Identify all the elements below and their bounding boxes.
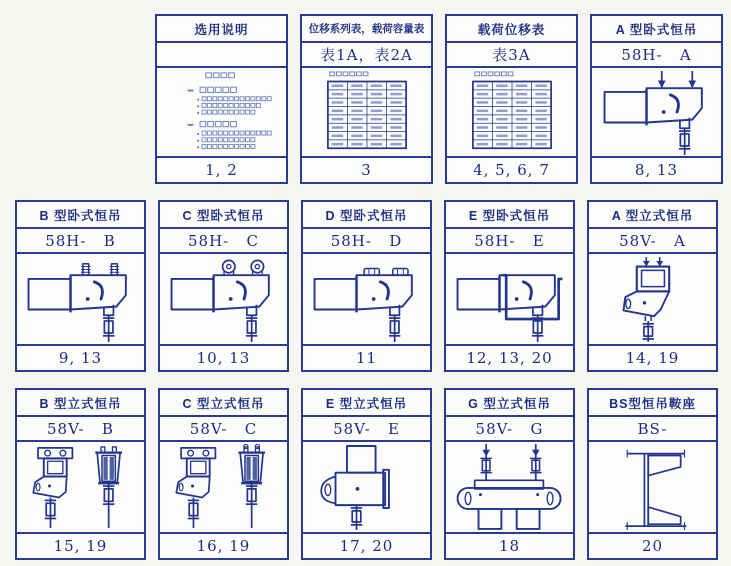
index-row-3 <box>15 388 718 560</box>
hanger-vertical-g-drawing <box>446 442 573 532</box>
card-model-code: 58H- B <box>17 229 144 254</box>
card-page-numbers: 1, 2 <box>157 156 286 182</box>
index-row-1 <box>155 14 723 184</box>
card-title: 选用说明 <box>157 16 286 43</box>
card-model-code: 58V- C <box>160 417 287 442</box>
card-page-numbers: 12, 13, 20 <box>446 344 573 370</box>
card-model-code: 58H- E <box>446 229 573 254</box>
hanger-horizontal-e-drawing <box>446 254 573 344</box>
card-58h-b <box>15 200 146 372</box>
card-58v-b <box>15 388 146 560</box>
hanger-vertical-a-drawing <box>589 254 716 344</box>
card-bs-saddle <box>587 388 718 560</box>
card-page-numbers: 16, 19 <box>160 532 287 558</box>
card-title: 载荷位移表 <box>447 16 576 43</box>
card-model-code: 58H- D <box>303 229 430 254</box>
card-page-numbers: 10, 13 <box>160 344 287 370</box>
card-model-code: BS- <box>589 417 716 442</box>
card-page-numbers: 3 <box>302 156 431 182</box>
card-model-code: 58H- A <box>592 43 721 68</box>
card-58v-c <box>158 388 289 560</box>
card-58h-d <box>301 200 432 372</box>
card-page-numbers: 11 <box>303 344 430 370</box>
card-title: BS型恒吊鞍座 <box>589 390 716 417</box>
instruction-text-drawing <box>157 68 286 156</box>
card-table-code: 表3A <box>447 43 576 68</box>
card-page-numbers: 20 <box>589 532 716 558</box>
card-58h-c <box>158 200 289 372</box>
card-displacement-series-table <box>300 14 433 184</box>
hanger-horizontal-a-drawing <box>592 68 721 156</box>
data-table-drawing <box>447 68 576 156</box>
card-page-numbers: 18 <box>446 532 573 558</box>
card-58h-e <box>444 200 575 372</box>
card-load-displacement-table <box>445 14 578 184</box>
card-title: C 型立式恒吊 <box>160 390 287 417</box>
card-title: A 型卧式恒吊 <box>592 16 721 43</box>
card-page-numbers: 9, 13 <box>17 344 144 370</box>
index-row-2 <box>15 200 718 372</box>
card-selection-notes <box>155 14 288 184</box>
card-title: A 型立式恒吊 <box>589 202 716 229</box>
card-title: B 型立式恒吊 <box>17 390 144 417</box>
hanger-horizontal-c-drawing <box>160 254 287 344</box>
card-page-numbers: 15, 19 <box>17 532 144 558</box>
data-table-drawing <box>302 68 431 156</box>
hanger-horizontal-b-drawing <box>17 254 144 344</box>
card-page-numbers: 17, 20 <box>303 532 430 558</box>
hanger-vertical-c-drawing <box>160 442 287 532</box>
card-title: G 型立式恒吊 <box>446 390 573 417</box>
card-page-numbers: 8, 13 <box>592 156 721 182</box>
hanger-vertical-b-drawing <box>17 442 144 532</box>
card-model-code: 58V- A <box>589 229 716 254</box>
card-title: E 型立式恒吊 <box>303 390 430 417</box>
card-title: B 型卧式恒吊 <box>17 202 144 229</box>
card-title: C 型卧式恒吊 <box>160 202 287 229</box>
card-model-code: 58V- E <box>303 417 430 442</box>
saddle-bs-drawing <box>589 442 716 532</box>
card-table-code: 表1A，表2A <box>302 43 431 68</box>
card-page-numbers: 4, 5, 6, 7 <box>447 156 576 182</box>
card-title: E 型卧式恒吊 <box>446 202 573 229</box>
hanger-horizontal-d-drawing <box>303 254 430 344</box>
card-title: 位移系列表，载荷容量表 <box>302 16 431 43</box>
hanger-vertical-e-drawing <box>303 442 430 532</box>
card-model-code: 58V- B <box>17 417 144 442</box>
card-page-numbers: 14, 19 <box>589 344 716 370</box>
card-model-code: 58H- C <box>160 229 287 254</box>
card-58v-g <box>444 388 575 560</box>
card-58h-a <box>590 14 723 184</box>
card-model-code: 58V- G <box>446 417 573 442</box>
card-58v-e <box>301 388 432 560</box>
card-title: D 型卧式恒吊 <box>303 202 430 229</box>
card-58v-a <box>587 200 718 372</box>
card-model-code <box>157 43 286 68</box>
